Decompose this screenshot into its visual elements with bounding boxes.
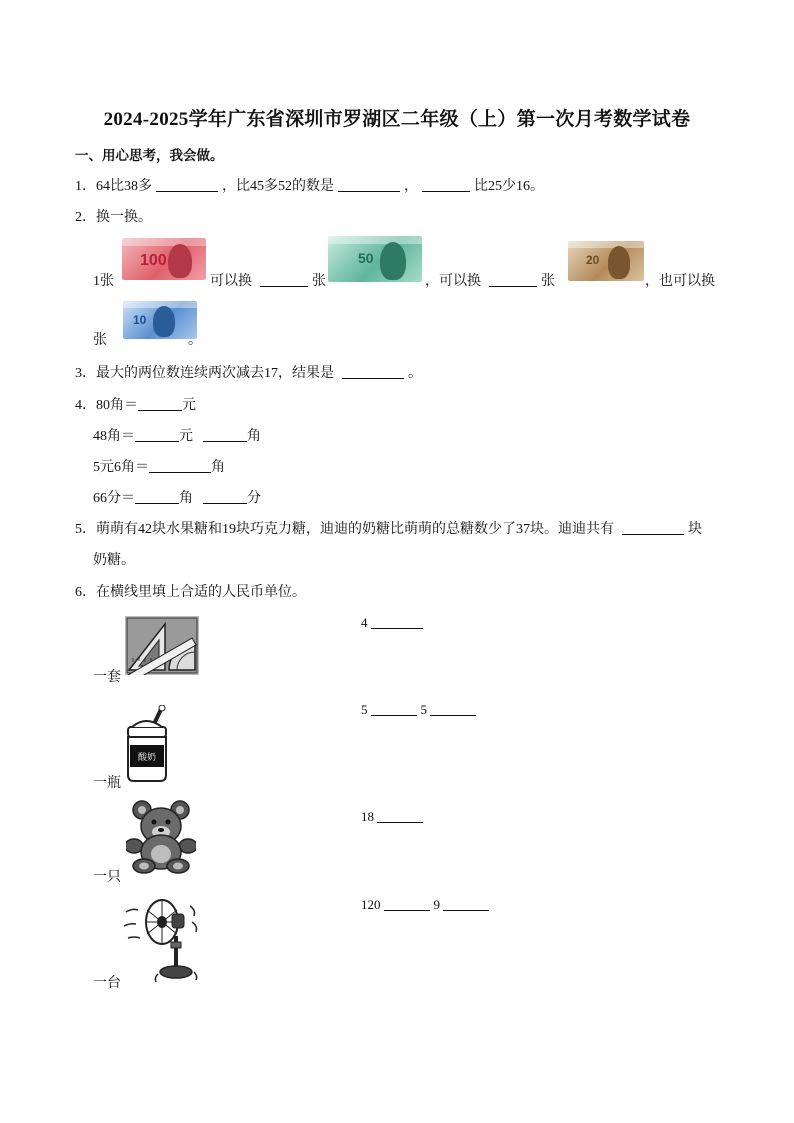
bottle-label: 酸奶: [137, 753, 157, 763]
exchange-text: 张: [541, 274, 555, 289]
price-line-1: [361, 615, 427, 631]
question-text: 5元6角＝: [93, 460, 149, 475]
question-text: 分: [247, 491, 261, 506]
question-number: 6．: [75, 585, 96, 600]
unit-blank[interactable]: [371, 617, 423, 629]
item-label: 一瓶: [93, 776, 121, 791]
exchange-line: [93, 270, 114, 290]
unit-blank[interactable]: [384, 899, 430, 911]
unit-blank[interactable]: [377, 811, 423, 823]
answer-blank[interactable]: [156, 177, 218, 192]
answer-blank[interactable]: [135, 427, 179, 442]
question-text: 换一换。: [96, 210, 152, 225]
price-number: 5: [361, 702, 368, 717]
question-1: [75, 175, 544, 195]
exchange-text: 可以换: [210, 274, 252, 289]
price-number: 18: [361, 809, 374, 824]
banknote-50-icon: 50: [328, 236, 422, 282]
exchange-text: 1张: [93, 274, 114, 289]
answer-blank[interactable]: [622, 520, 684, 535]
unit-blank[interactable]: [443, 899, 489, 911]
exchange-line: [425, 270, 555, 290]
page-title: 2024-2025学年广东省深圳市罗湖区二年级（上）第一次月考数学试卷: [103, 109, 691, 130]
unit-blank[interactable]: [371, 704, 417, 716]
question-text: 在横线里填上合适的人民币单位。: [96, 585, 306, 600]
question-4-line-4: [93, 487, 261, 507]
question-4-line-2: [93, 425, 261, 445]
item-label: 一只: [93, 870, 121, 885]
question-4: [75, 394, 196, 414]
answer-blank[interactable]: [135, 489, 179, 504]
question-number: 3．: [75, 366, 96, 381]
item-label: 一台: [93, 976, 121, 991]
question-text: 角: [211, 460, 225, 475]
price-number: 9: [433, 897, 440, 912]
exchange-line: [93, 329, 107, 349]
banknote-20-icon: 20: [568, 241, 644, 281]
price-line-4: [361, 897, 493, 913]
question-text: 66分＝: [93, 491, 135, 506]
question-5: [75, 518, 702, 538]
electric-fan-icon: [122, 896, 202, 982]
answer-blank[interactable]: [203, 427, 247, 442]
question-text: 元: [179, 429, 193, 444]
milk-bottle-icon: [124, 705, 170, 783]
price-number: 5: [420, 702, 427, 717]
question-text: 64比38多: [96, 179, 152, 194]
question-number: 4．: [75, 398, 96, 413]
ruler-set-icon: [125, 616, 199, 675]
question-text: 角: [179, 491, 193, 506]
question-number: 1．: [75, 179, 96, 194]
question-text: 萌萌有42块水果糖和19块巧克力糖，迪迪的奶糖比萌萌的总糖数少了37块。迪迪共有: [96, 522, 614, 537]
question-4-line-3: [93, 456, 225, 476]
question-number: 5．: [75, 522, 96, 537]
question-text: 比25少16。: [474, 179, 544, 194]
banknote-100-icon: 100: [122, 238, 206, 280]
unit-blank[interactable]: [430, 704, 476, 716]
answer-blank[interactable]: [489, 272, 537, 287]
exchange-text: 张: [93, 333, 107, 348]
answer-blank[interactable]: [149, 458, 211, 473]
question-number: 2．: [75, 210, 96, 225]
question-2: [75, 206, 152, 226]
question-text: 80角＝: [96, 398, 138, 413]
exchange-text: 。: [188, 333, 202, 348]
question-text: 48角＝: [93, 429, 135, 444]
price-line-3: [361, 809, 427, 825]
question-text: 块: [688, 522, 702, 537]
price-line-2: [361, 702, 480, 718]
answer-blank[interactable]: [342, 364, 404, 379]
answer-blank[interactable]: [422, 177, 470, 192]
exchange-text: ，也可以换: [645, 274, 715, 289]
question-text: 。: [408, 366, 422, 381]
section-heading: 一、用心思考，我会做。: [75, 148, 224, 163]
question-5-continued: [93, 549, 135, 569]
answer-blank[interactable]: [203, 489, 247, 504]
price-number: 4: [361, 615, 368, 630]
answer-blank[interactable]: [138, 396, 182, 411]
question-text: ，比45多52的数是: [222, 179, 334, 194]
exchange-line: [645, 270, 715, 290]
question-6: [75, 581, 306, 601]
question-3: [75, 362, 422, 382]
item-label: 一套: [93, 670, 121, 685]
question-text: ，: [404, 179, 418, 194]
exchange-line: [210, 270, 326, 290]
question-text: 最大的两位数连续两次减去17，结果是: [96, 366, 334, 381]
exchange-text: ，可以换: [425, 274, 481, 289]
teddy-bear-icon: [126, 800, 196, 874]
answer-blank[interactable]: [260, 272, 308, 287]
question-text: 角: [247, 429, 261, 444]
banknote-10-icon: 10: [123, 301, 197, 339]
exchange-text: 张: [312, 274, 326, 289]
question-text: 元: [182, 398, 196, 413]
answer-blank[interactable]: [338, 177, 400, 192]
question-text: 奶糖。: [93, 553, 135, 568]
exchange-line: [188, 329, 202, 349]
price-number: 120: [361, 897, 381, 912]
